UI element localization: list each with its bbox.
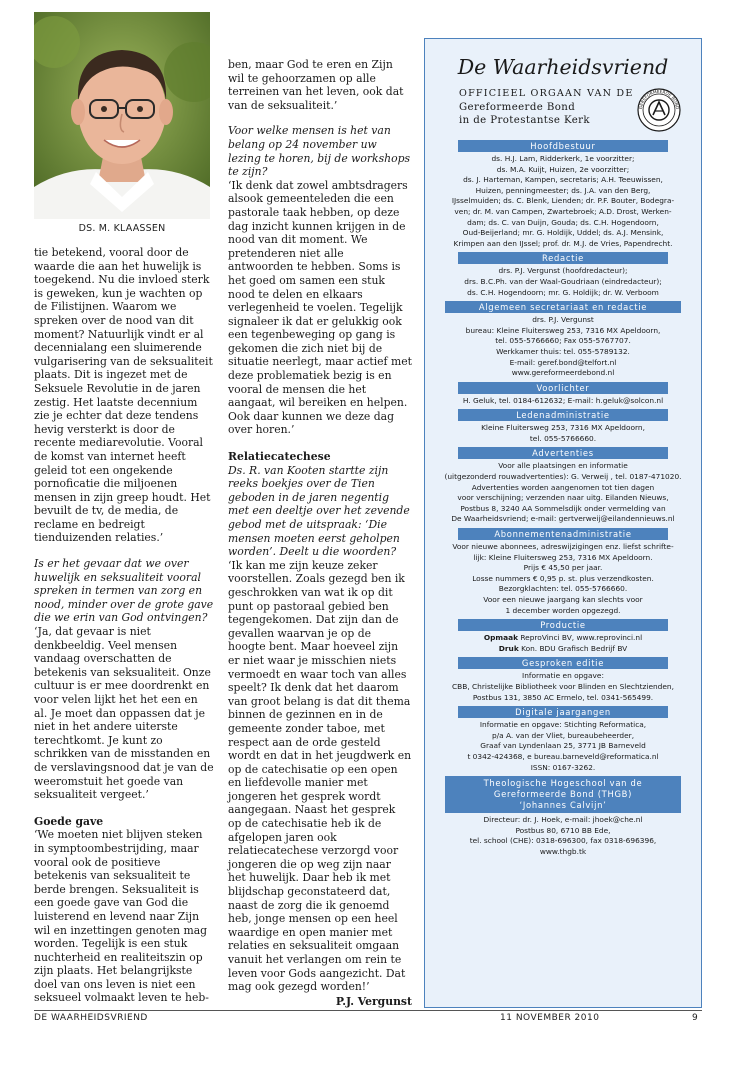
section-heading-digitale: Digitale jaargangen: [458, 706, 668, 718]
footer-rule: [34, 1010, 702, 1011]
subtitle-line: Gereformeerde Bond: [459, 101, 576, 113]
heading-line: ‘Johannes Calvijn’: [519, 800, 607, 811]
abonnementen-text: [425, 542, 701, 616]
ledenadministratie-text: [425, 423, 701, 444]
text-line: ds. C.H. Hogendoorn; mr. G. Holdijk; dr. W. Verboom: [467, 287, 659, 297]
text-line: Huizen, penningmeester; ds. J.A. van den Berg,: [475, 185, 651, 195]
section-heading-voorlichter: Voorlichter: [458, 382, 668, 394]
voorlichter-text: [425, 396, 701, 407]
thgb-text: [425, 815, 701, 857]
paragraph: ben, maar God te eren en Zijn wil te gehoorzamen op alle terreinen van het leven, ook dat van de seksualiteit.’: [228, 58, 404, 112]
text-line: p/a A. van der Vliet, bureaubeheerder,: [491, 730, 635, 740]
text-line: Krimpen aan den IJssel; prof. dr. M.J. de Vries, Papendrecht.: [453, 238, 673, 248]
text-line: Informatie en opgave: Stichting Reformatica,: [479, 720, 647, 730]
hoofdbestuur-text: [425, 154, 701, 249]
paragraph: ‘We moeten niet blijven steken in symptoombestrijding, maar vooral ook de positieve betekenis van seksualiteit te berde brengen. Seksualiteit is een goede gave van God die luisterend en levend naar Zijn wil en inzettingen genoten mag worden. Tegelijk is een stuk nuchterheid en realiteitszin op zijn plaats. Het belangrijkste doel van ons leven is niet een seksueel volmaakt leven te heb-: [34, 828, 209, 1005]
text-line: H. Geluk, tel. 0184-612632; E-mail: h.geluk@solcon.nl: [462, 395, 664, 405]
interview-question: Is er het gevaar dat we over huwelijk en seksualiteit vooral spreken in termen van zorg en nood, minder over de grote gave die we erin van God ontvingen?: [34, 557, 214, 625]
text-line: tel. 055-5766660.: [529, 433, 597, 443]
email-link[interactable]: E-mail: geref.bond@telfort.nl: [509, 357, 617, 367]
text-line: drs. P.J. Vergunst: [532, 315, 594, 325]
text-line: t 0342-424368, e bureau.barneveld@reformatica.nl: [467, 751, 659, 761]
text-line: Advertenties worden aangenomen tot tien dagen: [471, 482, 655, 492]
text-line: ds. H.J. Lam, Ridderkerk, 1e voorzitter;: [491, 154, 635, 163]
text-line: Directeur: dr. J. Hoek, e-mail: jhoek@che.nl: [483, 815, 643, 825]
text-line: Prijs € 45,50 per jaar.: [523, 563, 603, 573]
paragraph: ‘Ja, dat gevaar is niet denkbeeldig. Veel mensen vandaag overschatten de betekenis van seksualiteit. Onze cultuur is er mee doordrenkt en voor velen lijkt het het een en al. Je moet dan oppassen dat je niet in het andere uiterste terechtkomt. Je kunt zo schrikken van de misstanden en de verslavingsnood dat je van de weeromstuit het goede van seksualiteit vergeet.’: [34, 625, 214, 802]
text-line: Voor een nieuwe jaargang kan slechts voor: [483, 595, 643, 604]
label-bold: Druk: [498, 643, 519, 653]
footer-publication: DE WAARHEIDSVRIEND: [34, 1013, 148, 1023]
magazine-title: De Waarheidsvriend: [457, 55, 669, 79]
section-heading-gesproken: Gesproken editie: [458, 657, 668, 669]
text-line: [425, 644, 701, 655]
heading-line: Gereformeerde Bond (THGB): [493, 789, 633, 800]
page-number: 9: [692, 1013, 699, 1023]
subtitle-block: [425, 87, 701, 137]
text-line: ISSN: 0167-3262.: [530, 762, 596, 772]
digitale-text: [425, 720, 701, 773]
colophon-box: [424, 38, 702, 1008]
text-line: drs. B.C.Ph. van der Waal-Goudriaan (eindredacteur);: [464, 276, 662, 286]
text-line: De Waarheidsvriend; e-mail: gertverweij@eilandennieuws.nl: [451, 514, 675, 524]
paragraph: ‘Ik kan me zijn keuze zeker voorstellen. Zoals gezegd ben ik geschrokken van wat ik op dit punt op pastoraal gebied ben tegengekomen. Dat zijn dan de gevallen waarvan je op de hoogte bent. Maar hoeveel zijn er niet waar je misschien niets vermoedt en waar toch van alles speelt? Ik denk dat het daarom van groot belang is dat dit thema binnen de gezinnen en in de gemeente zonder taboe, met respect aan de orde gesteld wordt en dat in het jeugdwerk en op de catechisatie op een open en liefdevolle manier met jongeren het gesprek wordt aangegaan. Naast het gesprek op de catechisatie heb ik de afgelopen jaren ook relatiecatechese verzorgd voor jongeren die op weg zijn naar het huwelijk. Daar heb ik met blijdschap geconstateerd dat, naast de zorg die ik genoemd heb, jonge mensen op een heel waardige en open manier met relaties en seksualiteit omgaan vanuit het verlangen om rein te leven voor Gods aangezicht. Dat mag ook gezegd worden!’: [228, 558, 412, 994]
svg-text:GEREFORMEERDE BOND: GEREFORMEERDE BOND: [637, 88, 681, 110]
text-line: voor verschijning; verzenden naar uitg. Eilanden Nieuws,: [457, 493, 669, 503]
subheading: Relatiecatechese: [228, 450, 331, 464]
text-line: Kleine Fluitersweg 253, 7316 MX Apeldoorn,: [481, 423, 645, 433]
text-line: tel. school (CHE): 0318-696300, fax 0318-696396,: [469, 836, 657, 846]
section-heading-hoofdbestuur: Hoofdbestuur: [458, 140, 668, 152]
text-line: Voor alle plaatsingen en informatie: [498, 461, 628, 471]
advertenties-text: [425, 461, 701, 525]
section-heading-redactie: Redactie: [458, 252, 668, 264]
text-line: Losse nummers € 0,95 p. st. plus verzendkosten.: [472, 573, 654, 583]
text-line: Werkkamer thuis: tel. 055-5789132.: [496, 346, 630, 356]
text-line: [425, 633, 701, 644]
text-line: dam; ds. C. van Duijn, Gouda; ds. C.H. Hogendoorn,: [467, 217, 659, 227]
section-heading-advertenties: Advertenties: [458, 447, 668, 459]
subheading: Goede gave: [34, 814, 104, 828]
section-heading-abonnementen: Abonnementenadministratie: [458, 528, 668, 540]
text-line: Oud-Beijerland; mr. G. Holdijk, Uddel; ds. A.J. Mensink,: [462, 228, 664, 238]
author-signature: P.J. Vergunst: [335, 994, 412, 1008]
section-heading-secretariaat: Algemeen secretariaat en redactie: [445, 301, 681, 313]
article-column-1: [34, 246, 214, 1005]
subtitle-line: OFFICIEEL ORGAAN VAN DE: [459, 88, 634, 99]
text-line: drs. P.J. Vergunst (hoofdredacteur);: [498, 266, 628, 276]
text-line: CBB, Christelijke Bibliotheek voor Blinden en Slechtzienden,: [452, 681, 674, 691]
section-heading-ledenadministratie: Ledenadministratie: [458, 409, 668, 421]
text-line: Bezorgklachten: tel. 055-5766660.: [498, 584, 628, 594]
text-line: ven; dr. M. van Campen, Zwartebroek; A.D. Drost, Werken-: [454, 206, 672, 216]
seal-icon: [637, 88, 681, 132]
gesproken-text: [425, 671, 701, 703]
text-line: Postbus 8, 3240 AA Sommelsdijk onder vermelding van: [460, 503, 666, 513]
seal-logo: [637, 88, 681, 132]
text-line: tel. 055-5766660; Fax 055-5767707.: [495, 336, 631, 346]
text-line: bureau: Kleine Fluitersweg 253, 7316 MX Apeldoorn,: [465, 325, 661, 335]
portrait-illustration: [34, 12, 210, 219]
text-line: Informatie en opgave:: [522, 671, 604, 681]
value: ReproVinci BV, www.reprovinci.nl: [520, 633, 643, 643]
website-link[interactable]: www.thgb.tk: [539, 846, 587, 856]
portrait-photo: [34, 12, 210, 219]
photo-caption: DS. M. KLAASSEN: [78, 223, 166, 234]
section-heading-thgb: [445, 776, 681, 813]
label-bold: Opmaak: [483, 633, 519, 643]
text-line: Postbus 80, 6710 BB Ede,: [515, 825, 611, 835]
text-line: Graaf van Lyndenlaan 25, 3771 JB Barneveld: [480, 741, 646, 751]
paragraph: ‘Ik denk dat zowel ambtsdragers alsook gemeenteleden die een pastorale taak hebben, op deze dag inzicht kunnen krijgen in de nood van dit moment. We pretenderen niet alle antwoorden te hebben. Soms is het goed om samen een stuk nood te delen en elkaars verlegenheid te voelen. Tegelijk signaleer ik dat er gelukkig ook een tegenbeweging op gang is gekomen die zich niet bij de situatie neerlegt, maar actief met deze problematiek bezig is en vooral de mensen die het aangaat, wil bereiken en helpen. Ook daar kunnen we deze dag over horen.’: [228, 178, 412, 437]
interview-question: Voor welke mensen is het van belang op 24 november uw lezing te horen, bij de workshops te zijn?: [228, 124, 411, 179]
text-line: lijk: Kleine Fluitersweg 253, 7316 MX Apeldoorn.: [473, 552, 653, 562]
redactie-text: [425, 266, 701, 298]
article-column-2: [228, 58, 412, 1008]
secretariaat-text: [425, 315, 701, 379]
value: Kon. BDU Grafisch Bedrijf BV: [521, 643, 628, 653]
footer-date: 11 NOVEMBER 2010: [500, 1013, 600, 1023]
heading-line: Theologische Hogeschool van de: [483, 778, 643, 789]
text-line: 1 december worden opgezegd.: [505, 605, 621, 615]
paragraph: tie betekend, vooral door de waarde die aan het huwelijk is toegekend. Nu die invloed sterk is geweken, kun je wachten op de Filistijnen. Waarom we spreken over de nood van dit moment? Natuurlijk vindt er al decennialang een sluimerende vulgarisering van de seksualiteit plaats. Dit is ingezet met de Seksuele Revolutie in de jaren zestig. Het laatste decennium zie je echter dat deze tendens hevig versterkt is door de recente mediarevolutie. Vooral de komst van internet heeft geleid tot een ongekende pornoficatie die miljoenen mensen in zijn greep houdt. Het bevuilt de tv, de media, de reclame en bedreigt tienduizenden relaties.’: [34, 246, 213, 545]
text-line: ds. J. Harteman, Kampen, secretaris; A.H. Teeuwissen,: [463, 175, 663, 185]
text-line: (uitgezonderd rouwadvertenties): G. Verweij , tel. 0187-471020.: [444, 472, 682, 482]
text-line: ds. M.A. Kuijt, Huizen, 2e voorzitter;: [496, 164, 630, 174]
productie-text: [425, 633, 701, 654]
interview-question: Ds. R. van Kooten startte zijn reeks boekjes over de Tien geboden in de jaren negentig met een deeltje over het zevende gebod met de uitspraak: ‘Die mensen moeten eerst geholpen worden’. Deelt u die woorden?: [228, 463, 410, 559]
text-line: IJsselmuiden; ds. C. Blenk, Lienden; dr. P.F. Bouter, Bodegra-: [451, 196, 675, 206]
website-link[interactable]: www.gereformeerdebond.nl: [511, 368, 615, 378]
subtitle-line: in de Protestantse Kerk: [459, 115, 590, 127]
subtitle: [459, 87, 634, 128]
text-line: Postbus 131, 3850 AC Ermelo, tel. 0341-565499.: [472, 692, 654, 702]
section-heading-productie: Productie: [458, 619, 668, 631]
text-line: Voor nieuwe abonnees, adreswijzigingen enz. liefst schrifte-: [452, 542, 674, 552]
